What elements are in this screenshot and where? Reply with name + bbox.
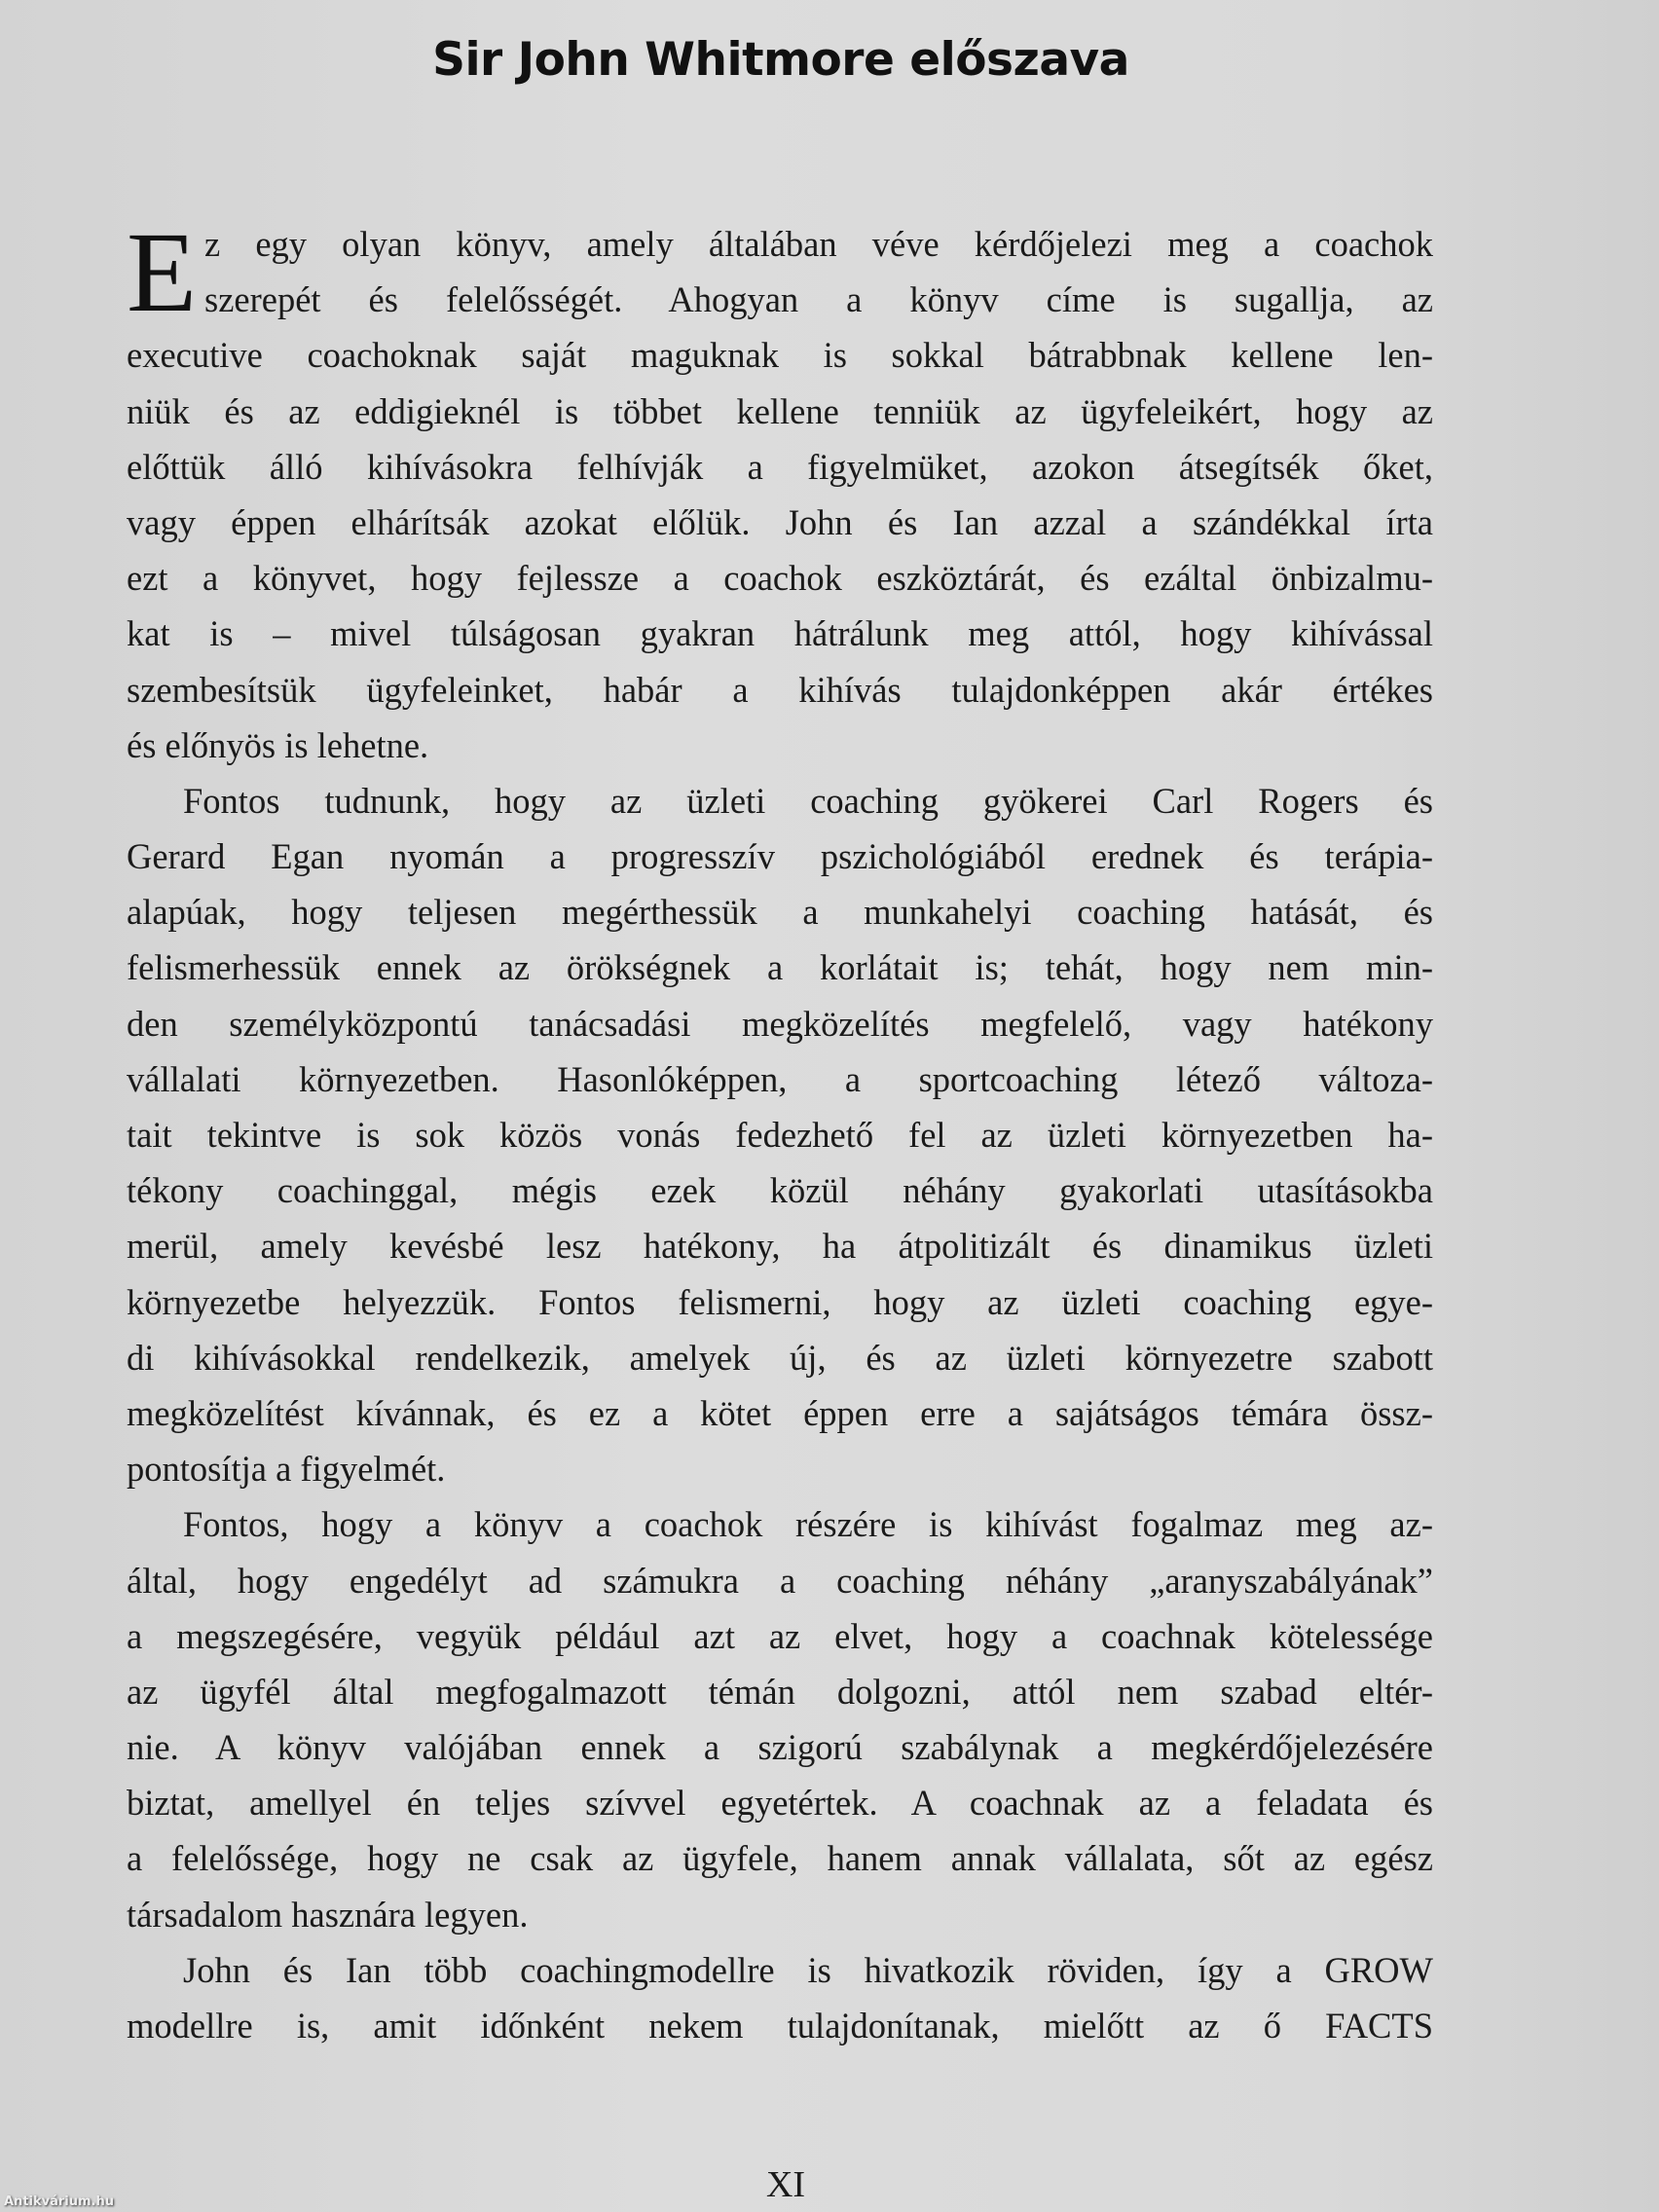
text-line: környezetbe helyezzük. Fontos felismerni, hogy az üzleti coaching egye- [127, 1281, 1433, 1322]
text-line: alapúak, hogy teljesen megérthessük a munkahelyi coaching hatását, és [127, 892, 1433, 933]
text-line: ezt a könyvet, hogy fejlessze a coachok eszköztárát, és ezáltal önbizalmu- [127, 558, 1433, 599]
page-title: Sir John Whitmore előszava [432, 33, 1129, 87]
text-line: pontosítja a figyelmét. [127, 1449, 446, 1490]
text-line: Fontos tudnunk, hogy az üzleti coaching gyökerei Carl Rogers és [183, 780, 1433, 821]
text-line: előttük álló kihívásokra felhívják a figyelmüket, azokon átsegítsék őket, [127, 446, 1433, 487]
paragraph [127, 208, 1433, 773]
paragraph [127, 1942, 1433, 2053]
text-line: szerepét és felelősségét. Ahogyan a könyv címe is sugallja, az [204, 279, 1433, 320]
text-line: den személyközpontú tanácsadási megközelítés megfelelő, vagy hatékony [127, 1003, 1433, 1044]
text-line: tékony coachinggal, mégis ezek közül néhány gyakorlati utasításokba [127, 1170, 1433, 1211]
text-line: megközelítést kívánnak, és ez a kötet éppen erre a sajátságos témára össz- [127, 1392, 1433, 1433]
text-line: vállalati környezetben. Hasonlóképpen, a sportcoaching létező változa- [127, 1058, 1433, 1099]
text-line: által, hogy engedélyt ad számukra a coaching néhány „aranyszabályának” [127, 1560, 1433, 1601]
text-line: nie. A könyv valójában ennek a szigorú szabálynak a megkérdőjelezésére [127, 1727, 1433, 1768]
body-text [127, 208, 1433, 2053]
text-line: Gerard Egan nyomán a progresszív pszichológiából erednek és terápia- [127, 836, 1433, 877]
text-line: John és Ian több coachingmodellre is hivatkozik röviden, így a GROW [183, 1949, 1433, 1990]
page-number: XI [765, 2164, 806, 2205]
text-line: és előnyös is lehetne. [127, 724, 429, 765]
text-line: biztat, amellyel én teljes szívvel egyetértek. A coachnak az a feladata és [127, 1783, 1433, 1824]
text-line: szembesítsük ügyfeleinket, habár a kihívás tulajdonképpen akár értékes [127, 669, 1433, 710]
text-line: z egy olyan könyv, amely általában véve kérdőjelezi meg a coachok [204, 224, 1433, 264]
text-line: modellre is, amit időnként nekem tulajdonítanak, mielőtt az ő FACTS [127, 2006, 1433, 2046]
text-line: di kihívásokkal rendelkezik, amelyek új, és az üzleti környezetre szabott [127, 1337, 1433, 1378]
text-line: vagy éppen elhárítsák azokat előlük. John és Ian azzal a szándékkal írta [127, 501, 1433, 542]
text-line: Fontos, hogy a könyv a coachok részére is kihívást fogalmaz meg az- [183, 1504, 1433, 1545]
drop-cap: E [127, 208, 198, 336]
text-line: niük és az eddigieknél is többet kellene tenniük az ügyfeleikért, hogy az [127, 390, 1433, 431]
text-line: a felelőssége, hogy ne csak az ügyfele, hanem annak vállalata, sőt az egész [127, 1838, 1433, 1879]
text-line: a megszegésére, vegyük például azt az elvet, hogy a coachnak kötelessége [127, 1615, 1433, 1656]
text-line: merül, amely kevésbé lesz hatékony, ha átpolitizált és dinamikus üzleti [127, 1226, 1433, 1267]
text-line: tait tekintve is sok közös vonás fedezhető fel az üzleti környezetben ha- [127, 1115, 1433, 1155]
text-line: kat is – mivel túlságosan gyakran hátrálunk meg attól, hogy kihívással [127, 613, 1433, 654]
paragraph [127, 773, 1433, 1496]
text-line: felismerhessük ennek az örökségnek a korlátait is; tehát, hogy nem min- [127, 947, 1433, 988]
paragraph [127, 1496, 1433, 1942]
text-line: társadalom hasznára legyen. [127, 1894, 529, 1935]
text-line: az ügyfél által megfogalmazott témán dolgozni, attól nem szabad eltér- [127, 1671, 1433, 1712]
text-line: executive coachoknak saját maguknak is sokkal bátrabbnak kellene len- [127, 335, 1433, 376]
watermark-logo: Antikvárium.hu [4, 2194, 114, 2209]
